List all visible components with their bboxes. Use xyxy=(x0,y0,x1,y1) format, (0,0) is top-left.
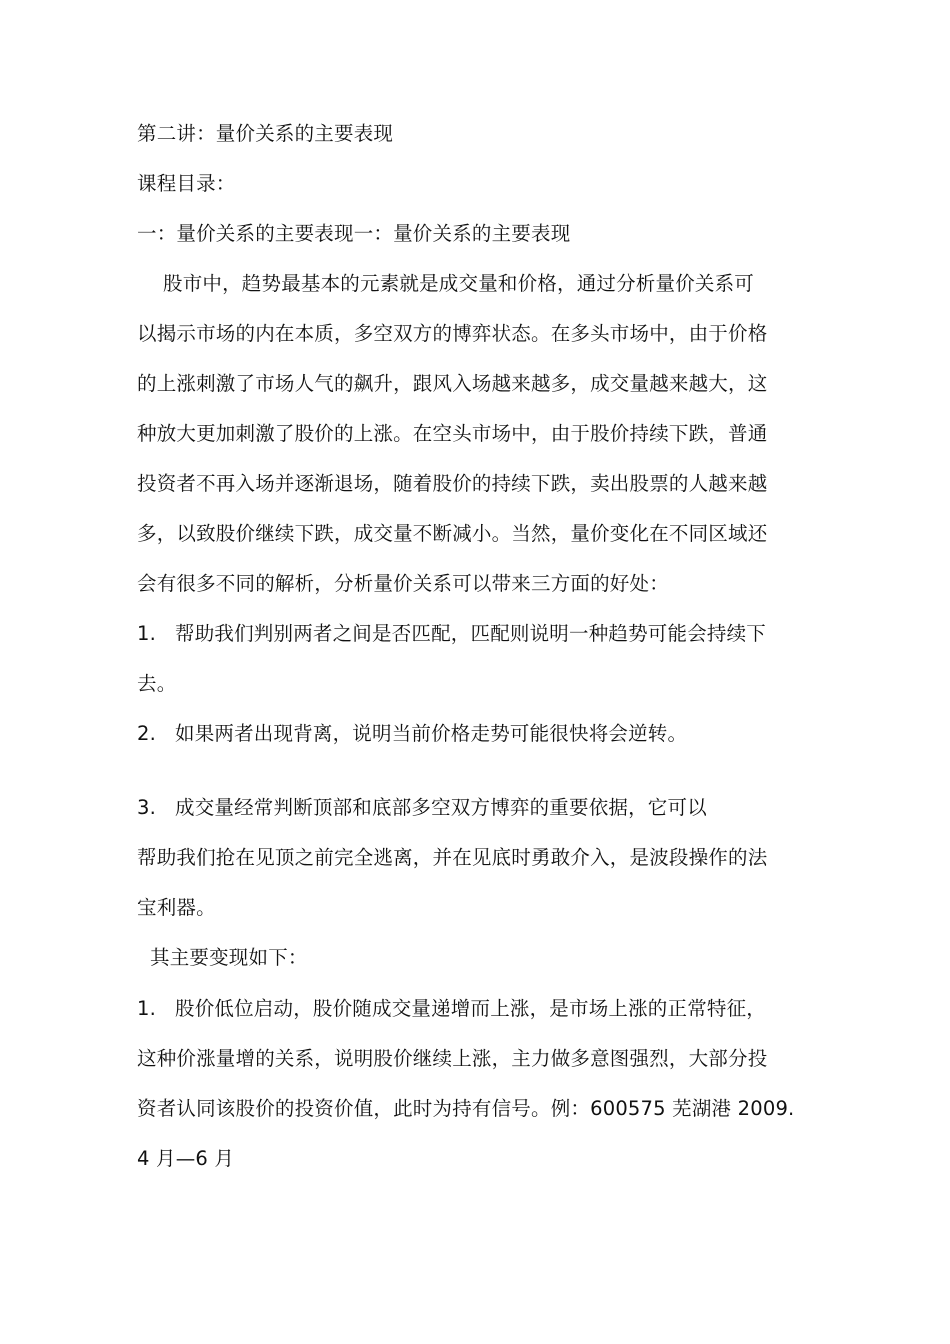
paragraph-line: 种放大更加刺激了股价的上涨。在空头市场中，由于股价持续下跌，普通 xyxy=(137,422,768,445)
list-item-number: 1. xyxy=(137,622,157,645)
list-item-text: 股价低位启动，股价随成交量递增而上涨，是市场上涨的正常特征， xyxy=(175,997,767,1020)
list-item-text: 成交量经常判断顶部和底部多空双方博弈的重要依据，它可以 xyxy=(175,796,707,819)
list-item-number: 3. xyxy=(137,796,157,819)
list-item-number: 1. xyxy=(137,997,157,1020)
paragraph-line: 的上涨刺激了市场人气的飙升，跟风入场越来越多，成交量越来越大，这 xyxy=(137,372,768,395)
list-item-number: 2. xyxy=(137,722,157,745)
section-heading: 一：量价关系的主要表现一：量价关系的主要表现 xyxy=(137,222,571,245)
paragraph-line: 股市中，趋势最基本的元素就是成交量和价格，通过分析量价关系可 xyxy=(163,272,755,295)
paragraph-line: 会有很多不同的解析，分析量价关系可以带来三方面的好处： xyxy=(137,572,669,595)
subheading: 其主要变现如下： xyxy=(150,946,308,969)
list-item-text: 如果两者出现背离，说明当前价格走势可能很快将会逆转。 xyxy=(175,722,688,745)
list-item-continuation: 去。 xyxy=(137,672,177,695)
list-item xyxy=(137,721,687,747)
list-item-continuation: 帮助我们抢在见顶之前完全逃离，并在见底时勇敢介入，是波段操作的法 xyxy=(137,846,768,869)
lecture-title: 第二讲：量价关系的主要表现 xyxy=(137,122,394,145)
list-item-continuation: 资者认同该股价的投资价值，此时为持有信号。例：600575 芜湖港 2009. xyxy=(137,1097,795,1120)
list-item-text: 帮助我们判别两者之间是否匹配，匹配则说明一种趋势可能会持续下 xyxy=(175,622,767,645)
list-item xyxy=(137,621,766,647)
list-item-continuation: 4 月—6 月 xyxy=(137,1147,235,1170)
paragraph-line: 以揭示市场的内在本质，多空双方的博弈状态。在多头市场中，由于价格 xyxy=(137,322,768,345)
list-item xyxy=(137,795,707,821)
course-contents-heading: 课程目录： xyxy=(137,172,236,195)
paragraph-line: 投资者不再入场并逐渐退场，随着股价的持续下跌，卖出股票的人越来越 xyxy=(137,472,768,495)
list-item-continuation: 宝利器。 xyxy=(137,896,216,919)
list-item xyxy=(137,996,766,1022)
paragraph-line: 多，以致股价继续下跌，成交量不断减小。当然，量价变化在不同区域还 xyxy=(137,522,768,545)
list-item-continuation: 这种价涨量增的关系，说明股价继续上涨，主力做多意图强烈，大部分投 xyxy=(137,1047,768,1070)
